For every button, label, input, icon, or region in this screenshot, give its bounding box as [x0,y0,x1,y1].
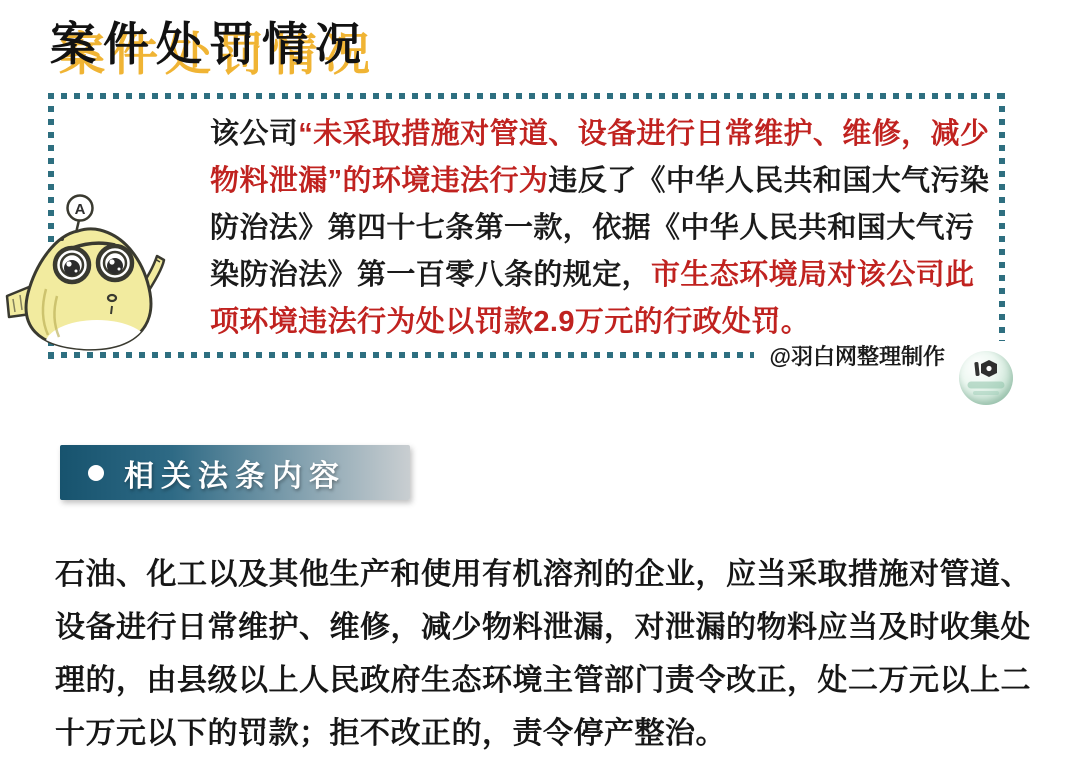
dashed-border-top [48,93,1005,99]
case-summary-box [48,93,1005,391]
page-title: 案件处罚情况 [50,18,368,70]
yubaiwang-logo-icon [959,351,1013,405]
case-text-segment-1-violation: “未采取措施对管道、设备进行日常维护、维修，减少物料泄漏”的环境违法行为 [210,118,990,197]
section-header-title: 相关法条内容 [124,459,346,493]
dashed-border-bottom [48,352,754,358]
attribution-credit: @羽白网整理制作 [769,343,945,369]
case-box-footer [48,327,1013,383]
case-text-segment-2-law-basis: 违反了《中华人民共和国大气污染防治法》第四十七条第一款，依据《中华人民共和国大气污染防治法》第一百零八条的规定， [210,165,990,291]
law-article-text: 石油、化工以及其他生产和使用有机溶剂的企业，应当采取措施对管道、设备进行日常维护、维修，减少物料泄漏，对泄漏的物料应当及时收集处理的，由县级以上人民政府生态环境主管部门责令改正，处二万元以上二十万元以下的罚款；拒不改正的，责令停产整治。 [55,558,1031,750]
section-header-bar [60,445,410,500]
case-text-segment-3-penalty: 市生态环境局对该公司此项环境违法行为处以罚款2.9万元的行政处罚。 [210,259,975,338]
case-text-segment-0: 该公司 [210,118,299,150]
case-description [210,111,1000,346]
mascot-antenna-letter: A [74,201,86,218]
bullet-dot-icon [88,465,104,481]
